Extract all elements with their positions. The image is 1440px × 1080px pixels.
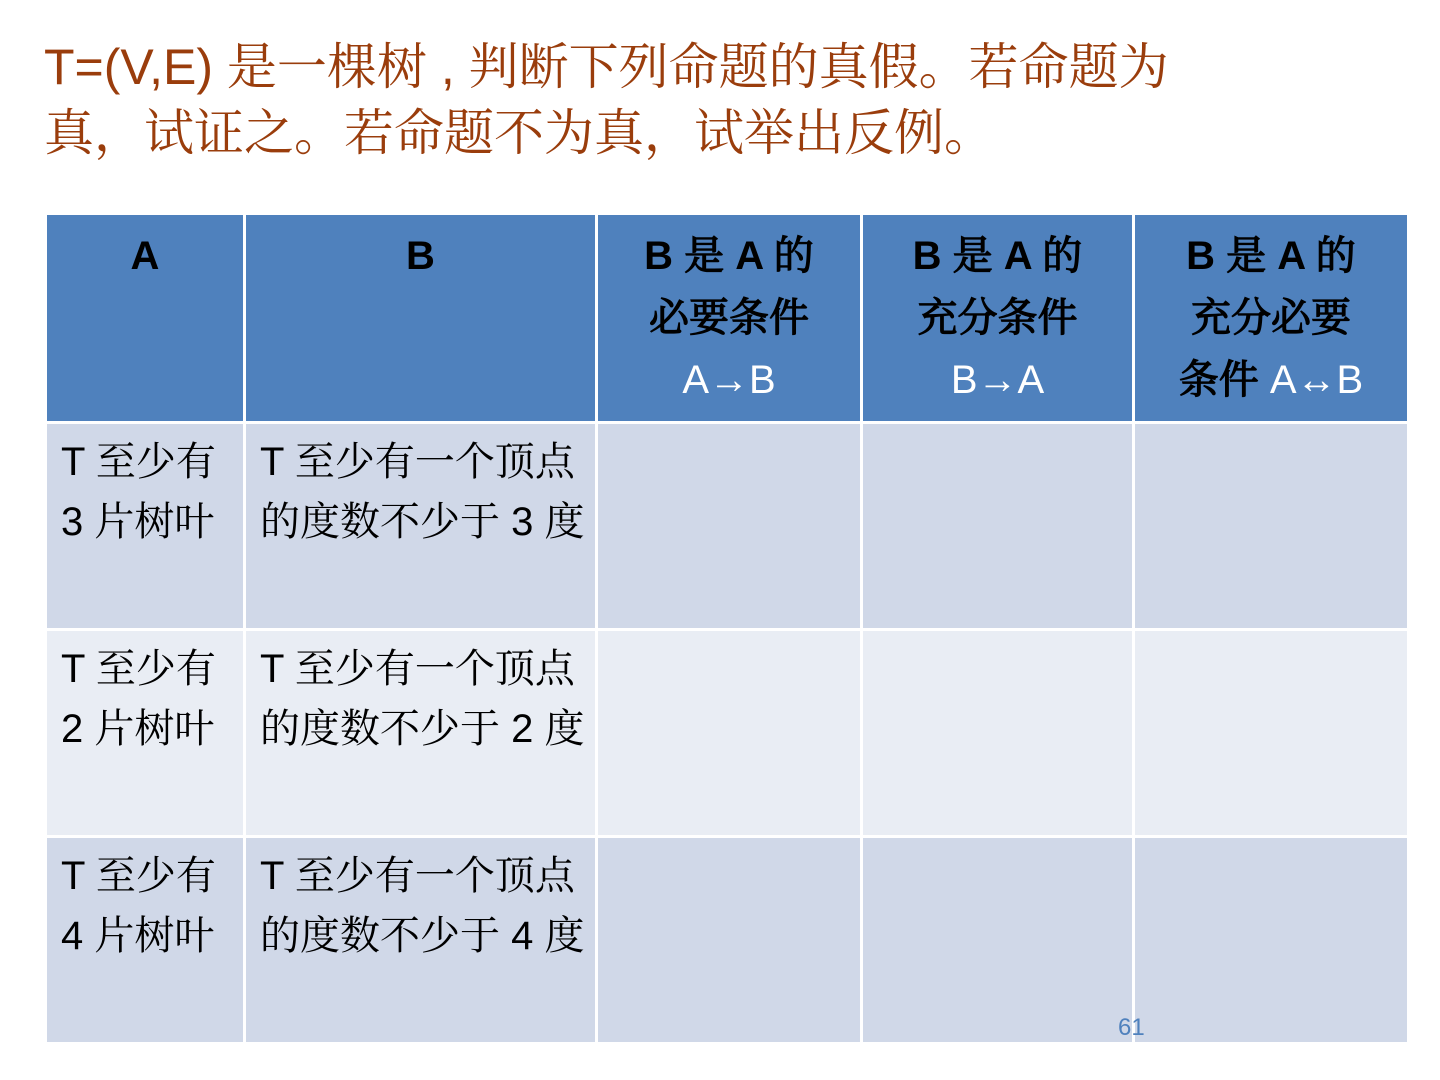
slide-title-line-2: 真，试证之。若命题不为真，试举出反例。 xyxy=(44,105,994,161)
header-b xyxy=(245,214,597,423)
header-necessary xyxy=(597,214,862,423)
cell-iff xyxy=(1134,630,1409,837)
header-b-label: B xyxy=(406,234,435,278)
header-iff xyxy=(1134,214,1409,423)
cell-necessary xyxy=(597,837,862,1044)
cell-b: T 至少有一个顶点的度数不少于 4 度 xyxy=(245,837,597,1044)
page-number: 61 xyxy=(1118,1014,1145,1041)
header-a-label: A xyxy=(130,234,160,278)
cell-iff xyxy=(1134,423,1409,630)
cell-necessary xyxy=(597,423,862,630)
header-sufficient-line-1: B 是 A 的 xyxy=(912,234,1083,278)
cell-b: T 至少有一个顶点的度数不少于 2 度 xyxy=(245,630,597,837)
cell-b: T 至少有一个顶点的度数不少于 3 度 xyxy=(245,423,597,630)
cell-a: T 至少有 3 片树叶 xyxy=(46,423,245,630)
header-sufficient xyxy=(862,214,1134,423)
table-row xyxy=(46,630,1409,837)
header-necessary-formula: A→B xyxy=(682,358,776,402)
header-sufficient-line-2: 充分条件 xyxy=(917,296,1078,340)
header-iff-formula: A↔B xyxy=(1258,358,1364,402)
slide-title xyxy=(44,34,1374,166)
header-necessary-line-1: B 是 A 的 xyxy=(644,234,814,278)
header-sufficient-formula: B→A xyxy=(950,358,1045,402)
header-iff-line-2: 充分必要 xyxy=(1191,296,1351,340)
table-header-row xyxy=(46,214,1409,423)
cell-a: T 至少有 2 片树叶 xyxy=(46,630,245,837)
header-iff-line-3 xyxy=(1135,349,1407,411)
cell-necessary xyxy=(597,630,862,837)
cell-iff xyxy=(1134,837,1409,1044)
cell-a: T 至少有 4 片树叶 xyxy=(46,837,245,1044)
cell-sufficient xyxy=(862,423,1134,630)
cell-sufficient xyxy=(862,837,1134,1044)
header-a xyxy=(46,214,245,423)
header-necessary-line-2: 必要条件 xyxy=(649,296,809,340)
table-row xyxy=(46,423,1409,630)
condition-table xyxy=(44,212,1410,1045)
slide-title-line-1: T=(V,E) 是一棵树 , 判断下列命题的真假。若命题为 xyxy=(44,39,1169,95)
cell-sufficient xyxy=(862,630,1134,837)
table-row xyxy=(46,837,1409,1044)
header-iff-prefix: 条件 xyxy=(1178,358,1259,402)
header-iff-line-1: B 是 A 的 xyxy=(1186,234,1356,278)
